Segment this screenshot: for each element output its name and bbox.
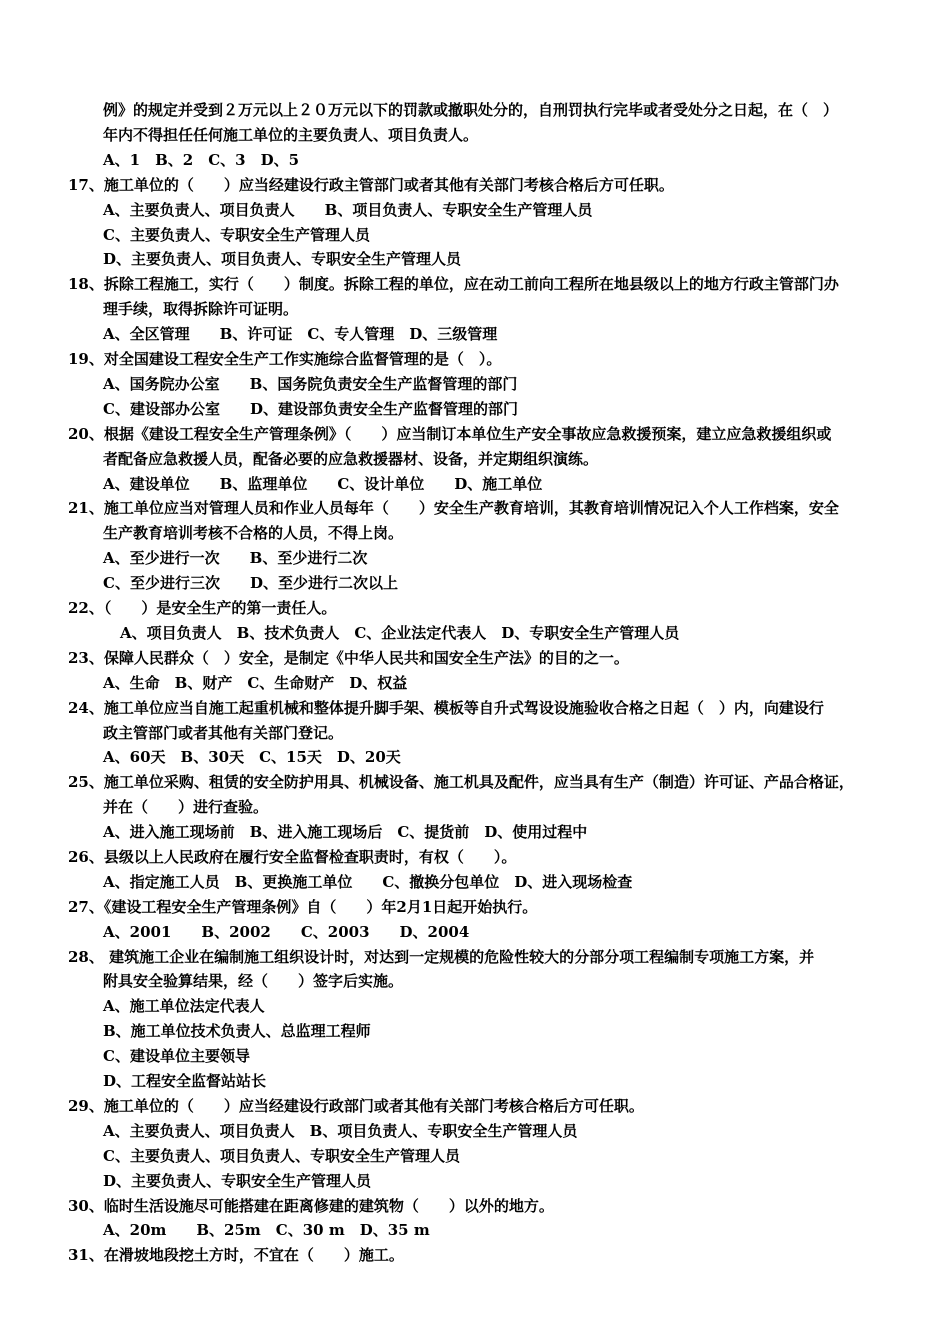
question-line: 31、在滑坡地段挖土方时，不宜在（ ）施工。 <box>68 1246 404 1264</box>
text-line: 生产教育培训考核不合格的人员，不得上岗。 <box>103 524 404 542</box>
choice-line: C、建设单位主要领导 <box>103 1047 250 1065</box>
text-line: 政主管部门或者其他有关部门登记。 <box>103 724 344 742</box>
choice-line: A、生命 B、财产 C、生命财产 D、权益 <box>103 674 408 692</box>
choice-line: A、主要负责人、项目负责人 B、项目负责人、专职安全生产管理人员 <box>103 201 593 219</box>
question-line: 27、《建设工程安全生产管理条例》自（ ）年2月1日起开始执行。 <box>68 898 538 916</box>
question-line: 29、施工单位的（ ）应当经建设行政部门或者其他有关部门考核合格后方可任职。 <box>68 1097 644 1115</box>
choice-line: D、主要负责人、项目负责人、专职安全生产管理人员 <box>103 250 462 268</box>
choice-line: D、工程安全监督站站长 <box>103 1072 267 1090</box>
choice-line: A、进入施工现场前 B、进入施工现场后 C、提货前 D、使用过程中 <box>103 823 588 841</box>
question-line: 24、施工单位应当自施工起重机械和整体提升脚手架、模板等自升式驾设设施验收合格之日起（ ）内，向建设行 <box>68 699 824 717</box>
question-line: 20、根据《建设工程安全生产管理条例》（ ）应当制订本单位生产安全事故应急救援预案，建立应急救援组织或 <box>68 425 832 443</box>
choice-line: A、主要负责人、项目负责人 B、项目负责人、专职安全生产管理人员 <box>103 1122 578 1140</box>
choice-line: C、建设部办公室 D、建设部负责安全生产监督管理的部门 <box>103 400 518 418</box>
choice-line: A、60天 B、30天 C、15天 D、20天 <box>103 748 401 766</box>
text-line: 并在（ ）进行查验。 <box>103 798 269 816</box>
choice-line: A、20m B、25m C、30 m D、35 m <box>103 1221 430 1239</box>
choice-line: A、至少进行一次 B、至少进行二次 <box>103 549 368 567</box>
text-line: 理手续，取得拆除许可证明。 <box>103 300 299 318</box>
text-line: 年内不得担任任何施工单位的主要负责人、项目负责人。 <box>103 126 479 144</box>
choice-line: A、全区管理 B、许可证 C、专人管理 D、三级管理 <box>103 325 498 343</box>
question-line: 22、（ ）是安全生产的第一责任人。 <box>68 599 337 617</box>
question-line: 25、施工单位采购、租赁的安全防护用具、机械设备、施工机具及配件，应当具有生产（制造）许可证、产品合格证， <box>68 773 854 791</box>
question-line: 23、保障人民群众（ ）安全，是制定《中华人民共和国安全生产法》的目的之一。 <box>68 649 629 667</box>
question-line: 18、拆除工程施工，实行（ ）制度。拆除工程的单位，应在动工前向工程所在地县级以上的地方行政主管部门办 <box>68 275 839 293</box>
choice-line: A、2001 B、2002 C、2003 D、2004 <box>103 923 470 941</box>
choice-line: A、建设单位 B、监理单位 C、设计单位 D、施工单位 <box>103 475 543 493</box>
choice-line: D、主要负责人、专职安全生产管理人员 <box>103 1172 372 1190</box>
question-line: 30、临时生活设施尽可能搭建在距离修建的建筑物（ ）以外的地方。 <box>68 1197 554 1215</box>
choice-line: C、至少进行三次 D、至少进行二次以上 <box>103 574 398 592</box>
text-line: 例》的规定并受到２万元以上２０万元以下的罚款或撤职处分的，自刑罚执行完毕或者受处分之日起，在（ ） <box>103 101 839 119</box>
question-line: 26、县级以上人民政府在履行安全监督检查职责时，有权（ ）。 <box>68 848 517 866</box>
choice-line: B、施工单位技术负责人、总监理工程师 <box>103 1022 371 1040</box>
choice-line: A、施工单位法定代表人 <box>103 997 265 1015</box>
question-line: 17、施工单位的（ ）应当经建设行政主管部门或者其他有关部门考核合格后方可任职。 <box>68 176 674 194</box>
text-line: 者配备应急救援人员，配备必要的应急救援器材、设备，并定期组织演练。 <box>103 450 599 468</box>
text-line: A、1 B、2 C、3 D、5 <box>103 151 300 169</box>
text-line: 附具安全验算结果，经（ ）签字后实施。 <box>103 972 404 990</box>
choice-line: C、主要负责人、项目负责人、专职安全生产管理人员 <box>103 1147 460 1165</box>
choice-line: A、国务院办公室 B、国务院负责安全生产监督管理的部门 <box>103 375 518 393</box>
choice-line: A、项目负责人 B、技术负责人 C、企业法定代表人 D、专职安全生产管理人员 <box>120 624 680 642</box>
question-line: 21、施工单位应当对管理人员和作业人员每年（ ）安全生产教育培训，其教育培训情况记入个人工作档案，安全 <box>68 499 839 517</box>
choice-line: C、主要负责人、专职安全生产管理人员 <box>103 226 370 244</box>
question-line: 28、 建筑施工企业在编制施工组织设计时，对达到一定规模的危险性较大的分部分项工程编制专项施工方案，并 <box>68 948 815 966</box>
choice-line: A、指定施工人员 B、更换施工单位 C、撤换分包单位 D、进入现场检查 <box>103 873 633 891</box>
question-line: 19、对全国建设工程安全生产工作实施综合监督管理的是（ ）。 <box>68 350 502 368</box>
